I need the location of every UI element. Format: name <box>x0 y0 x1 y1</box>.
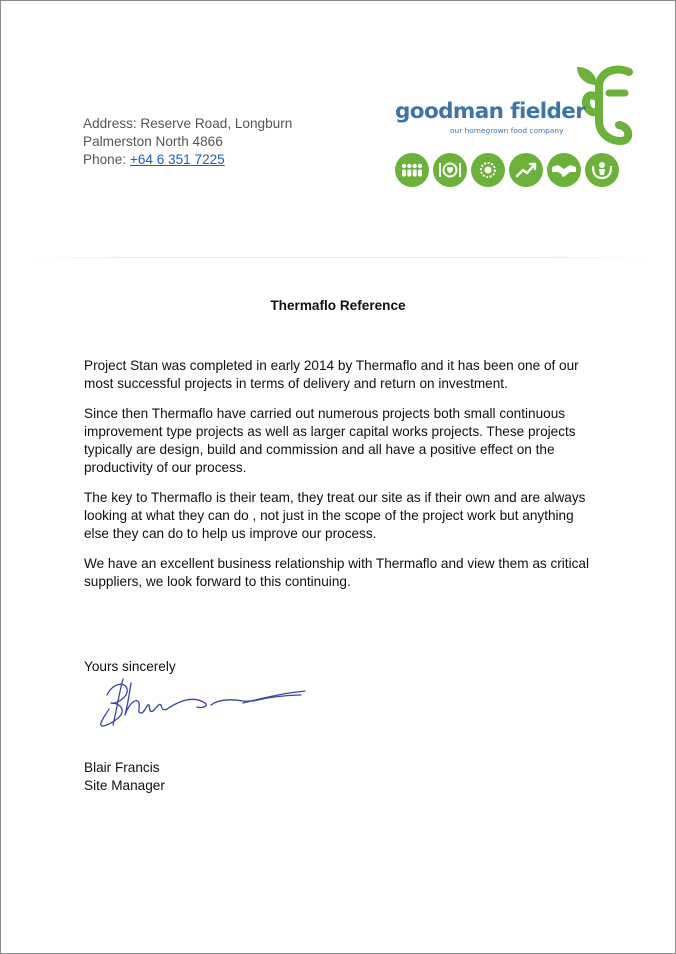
letter-body <box>84 357 599 603</box>
address-block <box>83 115 292 169</box>
signer-title: Site Manager <box>84 778 165 793</box>
logo-wordmark: goodman fielder <box>395 99 586 124</box>
phone-link[interactable]: +64 6 351 7225 <box>129 152 225 167</box>
address-line-city: Palmerston North 4866 <box>83 134 223 149</box>
body-paragraph: Since then Thermaflo have carried out numerous projects both small continuous improvement type projects as well as larger capital works projects. These projects typically are design, build and commission and all have a positive effect on the productivity of our process. <box>84 406 576 475</box>
sun-icon <box>471 153 505 187</box>
person-hands-icon <box>585 153 619 187</box>
signer-block <box>84 759 165 795</box>
phone-label: Phone: <box>83 152 130 167</box>
growth-icon <box>509 153 543 187</box>
logo-tagline: our homegrown food company <box>450 126 564 135</box>
body-paragraph: The key to Thermaflo is their team, they treat our site as if their own and are always looking at what they can do , not just in the scope of the project work but anything else they can do to help us improve our process. <box>84 490 586 541</box>
address-line-street: Address: Reserve Road, Longburn <box>83 116 293 131</box>
people-icon <box>395 153 429 187</box>
phone-line <box>83 151 292 169</box>
header-divider <box>31 257 645 258</box>
handshake-icon <box>547 153 581 187</box>
closing-salutation: Yours sincerely <box>84 659 176 674</box>
goodman-fielder-logo <box>393 63 638 193</box>
logo-icon-row <box>395 153 619 187</box>
heart-icon <box>433 153 467 187</box>
signer-name: Blair Francis <box>84 760 160 775</box>
letter-title: Thermaflo Reference <box>270 298 406 313</box>
handwritten-signature <box>93 673 308 735</box>
body-paragraph: We have an excellent business relationship with Thermaflo and view them as critical suppliers, we look forward to this continuing. <box>84 556 589 589</box>
body-paragraph: Project Stan was completed in early 2014 by Thermaflo and it has been one of our most successful projects in terms of delivery and return on investment. <box>84 358 579 391</box>
